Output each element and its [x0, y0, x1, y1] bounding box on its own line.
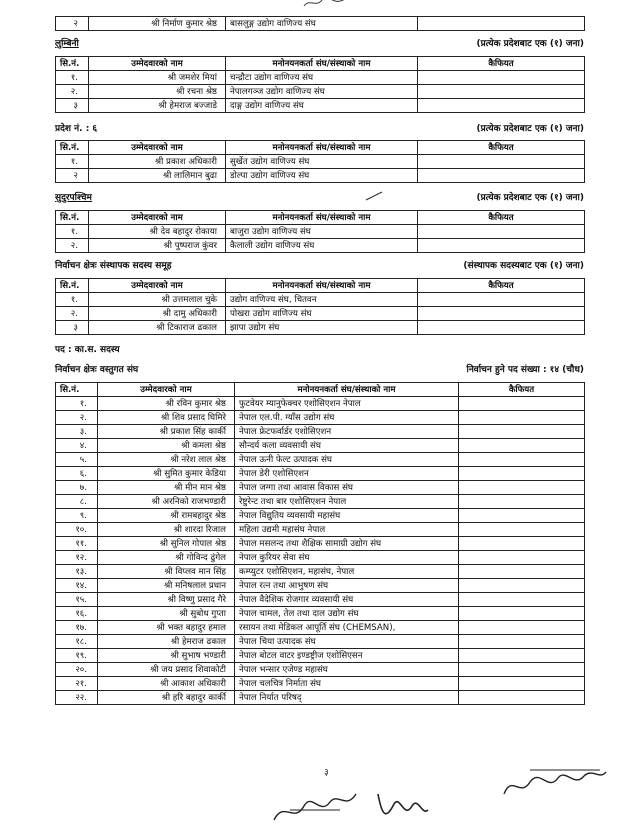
table-row — [56, 99, 585, 113]
pen-mark — [364, 190, 384, 202]
table-row — [56, 691, 585, 705]
serial-cell: १. — [56, 155, 89, 169]
col-remarks: कैफियत — [418, 57, 585, 71]
col-remarks: कैफियत — [418, 279, 585, 293]
candidate-name-cell: श्री हरि बहादुर कार्की — [98, 691, 235, 705]
candidate-name-cell: श्री शिव प्रसाद घिमिरे — [98, 411, 235, 425]
remarks-cell — [418, 239, 585, 253]
table-row — [56, 481, 585, 495]
table-row — [56, 677, 585, 691]
serial-cell: १६. — [56, 607, 98, 621]
col-remarks: कैफियत — [459, 383, 585, 397]
remarks-cell — [459, 691, 585, 705]
nominator-cell: नेपाल रत्न तथा आभुषण संघ — [235, 579, 459, 593]
nominator-cell: नेपाल मसलन्द तथा शैक्षिक सामाग्री उद्योग संघ — [235, 537, 459, 551]
pradesh6-table — [55, 140, 585, 183]
remarks-cell — [459, 677, 585, 691]
nominator-cell: बाजुरा उद्योग वाणिज्य संघ — [226, 225, 418, 239]
remarks-cell — [459, 607, 585, 621]
nominator-cell: नेपाल एल.पी. ग्याँस उद्योग संघ — [235, 411, 459, 425]
col-nominator: मनोनयनकर्ता संघ/संस्थाको नाम — [226, 141, 418, 155]
lumbini-table — [55, 56, 585, 113]
col-candidate: उम्मेदवारको नाम — [89, 211, 226, 225]
candidate-name-cell: श्री सुनिल गोपाल श्रेष्ठ — [98, 537, 235, 551]
candidate-name-cell: श्री सुमित कुमार केडिया — [98, 467, 235, 481]
col-serial: सि.नं. — [56, 141, 89, 155]
table-row — [56, 523, 585, 537]
serial-cell: १५. — [56, 593, 98, 607]
table-row — [56, 593, 585, 607]
candidate-name-cell: श्री जमशेर मियां — [89, 71, 226, 85]
candidate-name-cell: श्री हेमराज ढकाल — [98, 635, 235, 649]
serial-cell: २. — [56, 307, 89, 321]
remarks-cell — [418, 155, 585, 169]
candidate-name-cell: श्री देव बहादुर रोकाया — [89, 225, 226, 239]
serial-cell: १. — [56, 225, 89, 239]
signature-right — [500, 760, 610, 804]
table-row — [56, 225, 585, 239]
table-row — [56, 411, 585, 425]
serial-cell: १४. — [56, 579, 98, 593]
candidate-name-cell: श्री प्रकाश अधिकारी — [89, 155, 226, 169]
nominator-cell: नेपाल विद्युतिय व्यवसायी महासंघ — [235, 509, 459, 523]
candidate-name-cell: श्री शारदा रिजाल — [98, 523, 235, 537]
table-row — [56, 453, 585, 467]
remarks-cell — [418, 17, 585, 31]
remarks-cell — [418, 307, 585, 321]
signature-top — [300, 0, 350, 10]
table-row — [56, 85, 585, 99]
serial-cell: १. — [56, 71, 89, 85]
remarks-cell — [459, 509, 585, 523]
serial-cell: ४. — [56, 439, 98, 453]
serial-cell: २. — [56, 85, 89, 99]
nominator-cell: उद्योग वाणिज्य संघ, चितवन — [226, 293, 418, 307]
remarks-cell — [459, 537, 585, 551]
serial-cell: १. — [56, 397, 98, 411]
col-remarks: कैफियत — [418, 141, 585, 155]
candidate-name-cell: श्री रामबहादुर श्रेष्ठ — [98, 509, 235, 523]
remarks-cell — [459, 663, 585, 677]
candidate-name-cell: श्री अरनिको राजभण्डारी — [98, 495, 235, 509]
col-nominator: मनोनयनकर्ता संघ/संस्थाको नाम — [226, 57, 418, 71]
nominator-cell: नेपाल कुरियर सेवा संघ — [235, 551, 459, 565]
nominator-cell: नेपाल वैदेशिक रोजगार व्यवसायी संघ — [235, 593, 459, 607]
candidate-name-cell: श्री टिकाराज ढकाल — [89, 321, 226, 335]
serial-cell: १२. — [56, 551, 98, 565]
serial-cell: १३. — [56, 565, 98, 579]
candidate-name-cell: श्री मनिषलाल प्रधान — [98, 579, 235, 593]
remarks-cell — [418, 225, 585, 239]
nominator-cell: बासलुङ्ग उद्योग वाणिज्य संघ — [226, 17, 418, 31]
nominator-cell: नेपाल भन्सार एजेण्ड महासंघ — [235, 663, 459, 677]
candidate-name-cell: श्री दामु अधिकारी — [89, 307, 226, 321]
nominator-cell: पोखरा उद्योग वाणिज्य संघ — [226, 307, 418, 321]
commodity-heading: निर्वाचन क्षेत्रः वस्तुगत संघ निर्वाचन हुने पद संख्या : १४ (चौध) — [55, 365, 584, 375]
sudurpaschim-table — [55, 210, 585, 253]
nominator-cell: नेपाल बोटल वाटर इण्डष्ट्रीज एशोसिएसन — [235, 649, 459, 663]
col-serial: सि.नं. — [56, 211, 89, 225]
nominator-cell: सौन्दर्य कला व्यवसायी संघ — [235, 439, 459, 453]
candidate-name-cell: श्री पुष्पराज कुंवर — [89, 239, 226, 253]
nominator-cell: नेपाल ऊनी फेल्ट उत्पादक संघ — [235, 453, 459, 467]
remarks-cell — [459, 593, 585, 607]
remarks-cell — [459, 523, 585, 537]
col-nominator: मनोनयनकर्ता संघ/संस्थाको नाम — [226, 279, 418, 293]
table-row — [56, 607, 585, 621]
nominator-cell: डोल्पा उद्योग वाणिज्य संघ — [226, 169, 418, 183]
serial-cell: १७. — [56, 621, 98, 635]
remarks-cell — [418, 85, 585, 99]
serial-cell: ३ — [56, 321, 89, 335]
candidate-name-cell: श्री गोविन्द ढुंगेल — [98, 551, 235, 565]
serial-cell: १०. — [56, 523, 98, 537]
col-serial: सि.नं. — [56, 57, 89, 71]
sudurpaschim-heading: सुदुरपश्चिम (प्रत्येक प्रदेशबाट एक (१) जना) — [55, 193, 584, 203]
nominator-cell: कम्प्युटर एशोसिएशन, महासंघ, नेपाल — [235, 565, 459, 579]
col-candidate: उम्मेदवारको नाम — [89, 57, 226, 71]
candidate-name-cell: श्री सुबोध गुप्ता — [98, 607, 235, 621]
table-row — [56, 307, 585, 321]
signature-middle — [372, 786, 432, 826]
remarks-cell — [459, 453, 585, 467]
table-row — [56, 579, 585, 593]
nominator-cell: नेपाल चलचित्र निर्माता संघ — [235, 677, 459, 691]
table-row — [56, 71, 585, 85]
nominator-cell: महिला उद्यमी महासंघ नेपाल — [235, 523, 459, 537]
serial-cell: २ — [56, 17, 89, 31]
pradesh6-heading: प्रदेश नं. : ६ (प्रत्येक प्रदेशबाट एक (१) जना) — [55, 124, 584, 134]
serial-cell: ३. — [56, 425, 98, 439]
table-row — [56, 537, 585, 551]
remarks-cell — [459, 481, 585, 495]
serial-cell: ६. — [56, 467, 98, 481]
remarks-cell — [459, 635, 585, 649]
serial-cell: ५. — [56, 453, 98, 467]
nominator-cell: झापा उद्योग संघ — [226, 321, 418, 335]
remarks-cell — [459, 579, 585, 593]
remarks-cell — [459, 565, 585, 579]
table-row — [56, 551, 585, 565]
nominator-cell: चन्द्रौटा उद्योग वाणिज्य संघ — [226, 71, 418, 85]
nominator-cell: फुटवेयर म्यानुफेक्चर एशोसिएशन नेपाल — [235, 397, 459, 411]
col-candidate: उम्मेदवारको नाम — [98, 383, 235, 397]
remarks-cell — [459, 397, 585, 411]
serial-cell: २. — [56, 239, 89, 253]
col-candidate: उम्मेदवारको नाम — [89, 279, 226, 293]
table-row — [56, 169, 585, 183]
table-row — [56, 663, 585, 677]
col-serial: सि.नं. — [56, 279, 89, 293]
table-row — [56, 467, 585, 481]
remarks-cell — [418, 169, 585, 183]
remarks-cell — [459, 411, 585, 425]
candidate-name-cell: श्री नरेश लाल श्रेष्ठ — [98, 453, 235, 467]
serial-cell: २. — [56, 411, 98, 425]
serial-cell: ९. — [56, 509, 98, 523]
candidate-name-cell: श्री निर्माण कुमार श्रेष्ठ — [89, 17, 226, 31]
candidate-name-cell: श्री कमला श्रेष्ठ — [98, 439, 235, 453]
page-number: ३ — [324, 768, 329, 778]
table-row — [56, 565, 585, 579]
candidate-name-cell: श्री सुभाष भण्डारी — [98, 649, 235, 663]
founding-heading: निर्वाचन क्षेत्रः संस्थापक सदस्य समूह (संस्थापक सदस्यबाट एक (१) जना) — [55, 261, 584, 271]
nominator-cell: नेपालगञ्ज उद्योग वाणिज्य संघ — [226, 85, 418, 99]
table-row — [56, 397, 585, 411]
candidate-name-cell: श्री भक्त बहादुर हमाल — [98, 621, 235, 635]
candidate-name-cell: श्री रविन कुमार श्रेष्ठ — [98, 397, 235, 411]
candidate-name-cell: श्री हेमराज बज्जाडे — [89, 99, 226, 113]
serial-cell: १९. — [56, 649, 98, 663]
table-row — [56, 649, 585, 663]
serial-cell: २०. — [56, 663, 98, 677]
candidate-name-cell: श्री उत्तमलाल चुके — [89, 293, 226, 307]
serial-cell: ७. — [56, 481, 98, 495]
nominator-cell: रसायन तथा मेडिकल आपूर्ति संघ (CHEMSAN), — [235, 621, 459, 635]
remarks-cell — [459, 425, 585, 439]
table-row — [56, 17, 585, 31]
table-row — [56, 321, 585, 335]
serial-cell: ३ — [56, 99, 89, 113]
remarks-cell — [459, 649, 585, 663]
serial-cell: ८. — [56, 495, 98, 509]
col-remarks: कैफियत — [418, 211, 585, 225]
candidate-name-cell: श्री मीन मान श्रेष्ठ — [98, 481, 235, 495]
col-nominator: मनोनयनकर्ता संघ/संस्थाको नाम — [226, 211, 418, 225]
nominator-cell: नेपाल निर्यात परिषद् — [235, 691, 459, 705]
remarks-cell — [459, 467, 585, 481]
remarks-cell — [459, 439, 585, 453]
remarks-cell — [418, 71, 585, 85]
nominator-cell: नेपाल चामल, तेल तथा दाल उद्योग संघ — [235, 607, 459, 621]
nominator-cell: नेपाल फ्रेटफर्वार्डर एशोसिएशन — [235, 425, 459, 439]
serial-cell: २२. — [56, 691, 98, 705]
remarks-cell — [418, 321, 585, 335]
candidate-name-cell: श्री आकाश अधिकारी — [98, 677, 235, 691]
table-row — [56, 495, 585, 509]
remarks-cell — [459, 551, 585, 565]
serial-cell: २ — [56, 169, 89, 183]
table-row — [56, 425, 585, 439]
col-candidate: उम्मेदवारको नाम — [89, 141, 226, 155]
serial-cell: ११. — [56, 537, 98, 551]
candidate-name-cell: श्री जय प्रसाद शिवाकोटी — [98, 663, 235, 677]
table-row — [56, 293, 585, 307]
nominator-cell: कैलाली उद्योग वाणिज्य संघ — [226, 239, 418, 253]
signature-left — [270, 780, 360, 830]
nominator-cell: दाङ्ग उद्योग वाणिज्य संघ — [226, 99, 418, 113]
nominator-cell: सुर्खेत उद्योग वाणिज्य संघ — [226, 155, 418, 169]
founding-table — [55, 278, 585, 335]
serial-cell: १८. — [56, 635, 98, 649]
remarks-cell — [459, 621, 585, 635]
candidate-name-cell: श्री प्रकाश सिंह कार्की — [98, 425, 235, 439]
candidate-name-cell: श्री विप्लव मान सिंह — [98, 565, 235, 579]
nominator-cell: नेपाल चिया उत्पादक संघ — [235, 635, 459, 649]
post-label: पद : का.स. सदस्य — [55, 345, 120, 355]
candidate-name-cell: श्री रचना श्रेष्ठ — [89, 85, 226, 99]
table-row — [56, 155, 585, 169]
table-row — [56, 509, 585, 523]
remarks-cell — [418, 293, 585, 307]
remarks-cell — [418, 99, 585, 113]
table-row — [56, 635, 585, 649]
serial-cell: २१. — [56, 677, 98, 691]
nominator-cell: नेपाल डेरी एशोसिएशन — [235, 467, 459, 481]
candidate-name-cell: श्री विष्णु प्रसाद गैरे — [98, 593, 235, 607]
lumbini-heading: लुम्बिनी (प्रत्येक प्रदेशबाट एक (१) जना) — [55, 39, 584, 49]
nominator-cell: रेष्टुरेन्ट तथा बार एशोसिएशन नेपाल — [235, 495, 459, 509]
table-row — [56, 439, 585, 453]
remarks-cell — [459, 495, 585, 509]
top-table — [55, 16, 585, 31]
serial-cell: १. — [56, 293, 89, 307]
nominator-cell: नेपाल जग्गा तथा आवास विकास संघ — [235, 481, 459, 495]
table-row — [56, 621, 585, 635]
candidate-name-cell: श्री लालिमान बुढा — [89, 169, 226, 183]
col-serial: सि.नं. — [56, 383, 98, 397]
col-nominator: मनोनयनकर्ता संघ/संस्थाको नाम — [235, 383, 459, 397]
table-row — [56, 239, 585, 253]
commodity-table — [55, 382, 585, 705]
